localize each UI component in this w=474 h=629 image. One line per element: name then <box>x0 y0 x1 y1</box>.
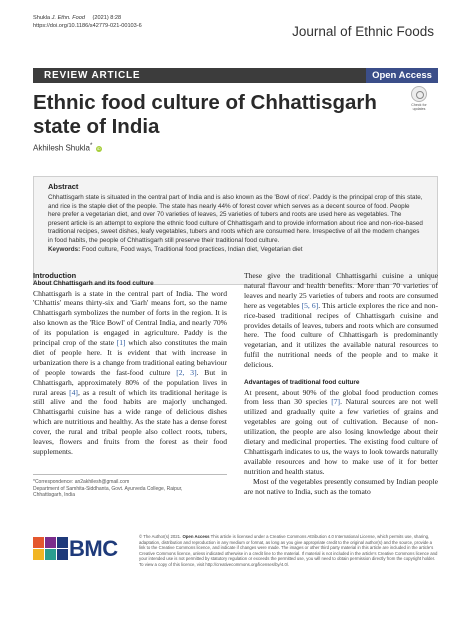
bmc-logo-square <box>57 537 68 548</box>
open-access-badge: Open Access <box>366 68 438 83</box>
bmc-logo[interactable] <box>33 537 131 561</box>
adv-text-2: . Natural sources are not well utilized and gradually quite a few varieties of grains and vegetables are going out of cultivation. Because of non-utilization, the people are also losing knowledge about their dietary and medicinal properties. The existing food culture of Chhattisgarh indicates to us, the ways to look towards naturally available resources and how to make use of it for better nutrition and health status. <box>244 397 438 476</box>
check-for-updates-icon <box>411 86 427 102</box>
check-for-updates-label <box>404 103 434 111</box>
keywords-label: Keywords: <box>48 246 81 253</box>
advantages-paragraph <box>244 388 438 477</box>
abstract-box <box>33 176 438 285</box>
license-notice <box>139 534 438 567</box>
article-title: Ethnic food culture of Chhattisgarh state of India <box>33 91 377 138</box>
reference-link[interactable]: [5, 6] <box>301 300 319 310</box>
bmc-logo-square <box>33 549 44 560</box>
corresponding-author-mark: * <box>89 142 93 149</box>
badge-line-2: updates <box>412 107 426 112</box>
article-type-label: REVIEW ARTICLE <box>44 70 141 81</box>
correspondence-email[interactable]: *Correspondence: an2akhilesh@gmail.com <box>33 479 130 485</box>
cont-text-1: These give the traditional Chhattisgarhi cuisine a unique natural flavour and health benefits. More than 70 varieties of leaves and nearly 25 varieties of tubers and roots are consumed here as vegetables <box>244 271 438 310</box>
citation-block <box>33 15 142 30</box>
keywords-line <box>48 246 423 255</box>
intro-text-4: , as a result of which its traditional heritage is still alive and the food habits are majorly unchanged. Chhattisgarhi cuisine has a wide range of delicious dishes which are nutritious and healthy. As the state has a dense forest cover, the rural and tribal people also collect roots, tubers, leaves, flowers and fruits from the forest as their food supplements. <box>33 387 227 456</box>
advantages-subheading: Advantages of traditional food culture <box>244 379 360 387</box>
bmc-logo-text: BMC <box>69 536 118 561</box>
author-line <box>33 142 102 153</box>
reference-link[interactable]: [2, 3] <box>176 367 197 377</box>
badge-line-1: Check for <box>411 103 427 107</box>
left-column <box>33 271 227 457</box>
cont-text-2: . This article explores the rice and non-rice-based traditional recipes of Chhattisgarh cuisine and provides details of leaves, tubers and roots which are consumed here. The food culture of Chhattisgarh is predominantly vegetarian, and it utilizes the available natural resources to fulfil the nutritional needs of the people and to make it delicious. <box>244 300 438 370</box>
doi-link[interactable]: https://doi.org/10.1186/s42779-021-00103-6 <box>33 22 142 29</box>
intro-text-2: which also constitutes the main diet of people here. It is evident that with increase in urbanization there is a change from traditional eating behaviour of people towards the fast-food culture <box>33 338 227 377</box>
license-lead: © The Author(s) 2021. <box>139 534 183 539</box>
license-open-access: Open Access <box>182 534 210 539</box>
citation-author: Shukla <box>33 15 51 21</box>
abstract-text: Chhattisgarh state is situated in the central part of India and is also known as the 'Bowl of rice'. Paddy is the principal crop of this state, and rice is the staple diet of the people. The state has nearly 44% of forest cover which serves as a decent source of food. People here prefer a vegetarian diet, and over 70 varieties of leaves, 25 varieties of tubers and roots are used here as vegetables. The present article is an attempt to explore the ethnic food culture of Chhattisgarh and to provide information about rice and non-rice-based traditional recipes, sweet dishes, leafy vegetables, tubers and roots which are consumed here. Irrespective of all the modern changes in food habits, the people of Chhattisgarh still preserve their traditional food culture. <box>48 194 423 244</box>
affiliation-line-2: Chhattisgarh, India <box>33 492 75 499</box>
intro-paragraph <box>33 289 227 457</box>
bmc-logo-square <box>45 537 56 548</box>
article-banner <box>33 68 438 83</box>
continuation-paragraph <box>244 271 438 370</box>
author-name[interactable]: Akhilesh Shukla <box>33 143 90 153</box>
intro-text-3: . But in Chhattisgarh, approximately 80% of the population lives in rural areas <box>33 367 227 397</box>
reference-link[interactable]: [1] <box>116 338 126 348</box>
bmc-logo-square <box>33 537 44 548</box>
keywords-text: Food culture, Food ways, Traditional food practices, Indian diet, Vegetarian diet <box>81 246 303 253</box>
bmc-logo-square <box>57 549 68 560</box>
affiliation-line-1: Department of Samhita-Siddhanta, Govt. Ayurveda College, Raipur, <box>33 485 183 492</box>
chhattisgarh-subheading: About Chhattisgarh and its food culture <box>33 280 154 287</box>
check-for-updates-badge[interactable] <box>404 86 434 114</box>
intro-text-1: Chhattisgarh is a state in the central part of India. The word 'Chhattis' means thirty-six and 'Garh' means fort, so the name Chhattisgarh symbolizes the number of forts in the region. It is also known as the 'Rice Bowl' of Central India, and nearly 70% of its population is engaged in agriculture. Paddy is the principal crop of the state <box>33 288 227 348</box>
journal-name: Journal of Ethnic Foods <box>292 24 434 39</box>
adv-text-1: At present, about 90% of the global food production comes from less than 30 species <box>244 387 438 407</box>
vegetables-paragraph: Most of the vegetables presently consumed by Indian people are not native to India, such as the tomato <box>244 476 438 496</box>
reference-link[interactable]: [7] <box>331 397 341 407</box>
abstract-heading: Abstract <box>48 182 79 191</box>
correspondence-footnote <box>33 474 227 499</box>
bmc-logo-square <box>45 549 56 560</box>
citation-year-pages: (2021) 8:28 <box>92 15 122 21</box>
right-column <box>244 271 438 497</box>
reference-link[interactable]: [4] <box>69 387 78 397</box>
citation-line <box>33 15 142 23</box>
introduction-heading: Introduction <box>33 271 77 280</box>
orcid-icon[interactable]: iD <box>96 145 101 151</box>
license-text: This article is licensed under a Creative Commons Attribution 4.0 International License, which permits use, sharing, adaptation, distribution and reproduction in any medium or format, as long as you give appropriate credit to the original author(s) and the source, provide a link to the Creative Commons licence, and indicate if changes were made. The images or other third party material in this article are included in the article's Creative Commons licence, unless indicated otherwise in a credit line to the material. If material is not included in the article's Creative Commons licence and your intended use is not permitted by statutory regulation or exceeds the permitted use, you will need to obtain permission directly from the copyright holder. To view a copy of this licence, visit http://creativecommons.org/licenses/by/4.0/. <box>139 534 438 567</box>
citation-journal: J. Ethn. Food <box>51 15 85 21</box>
